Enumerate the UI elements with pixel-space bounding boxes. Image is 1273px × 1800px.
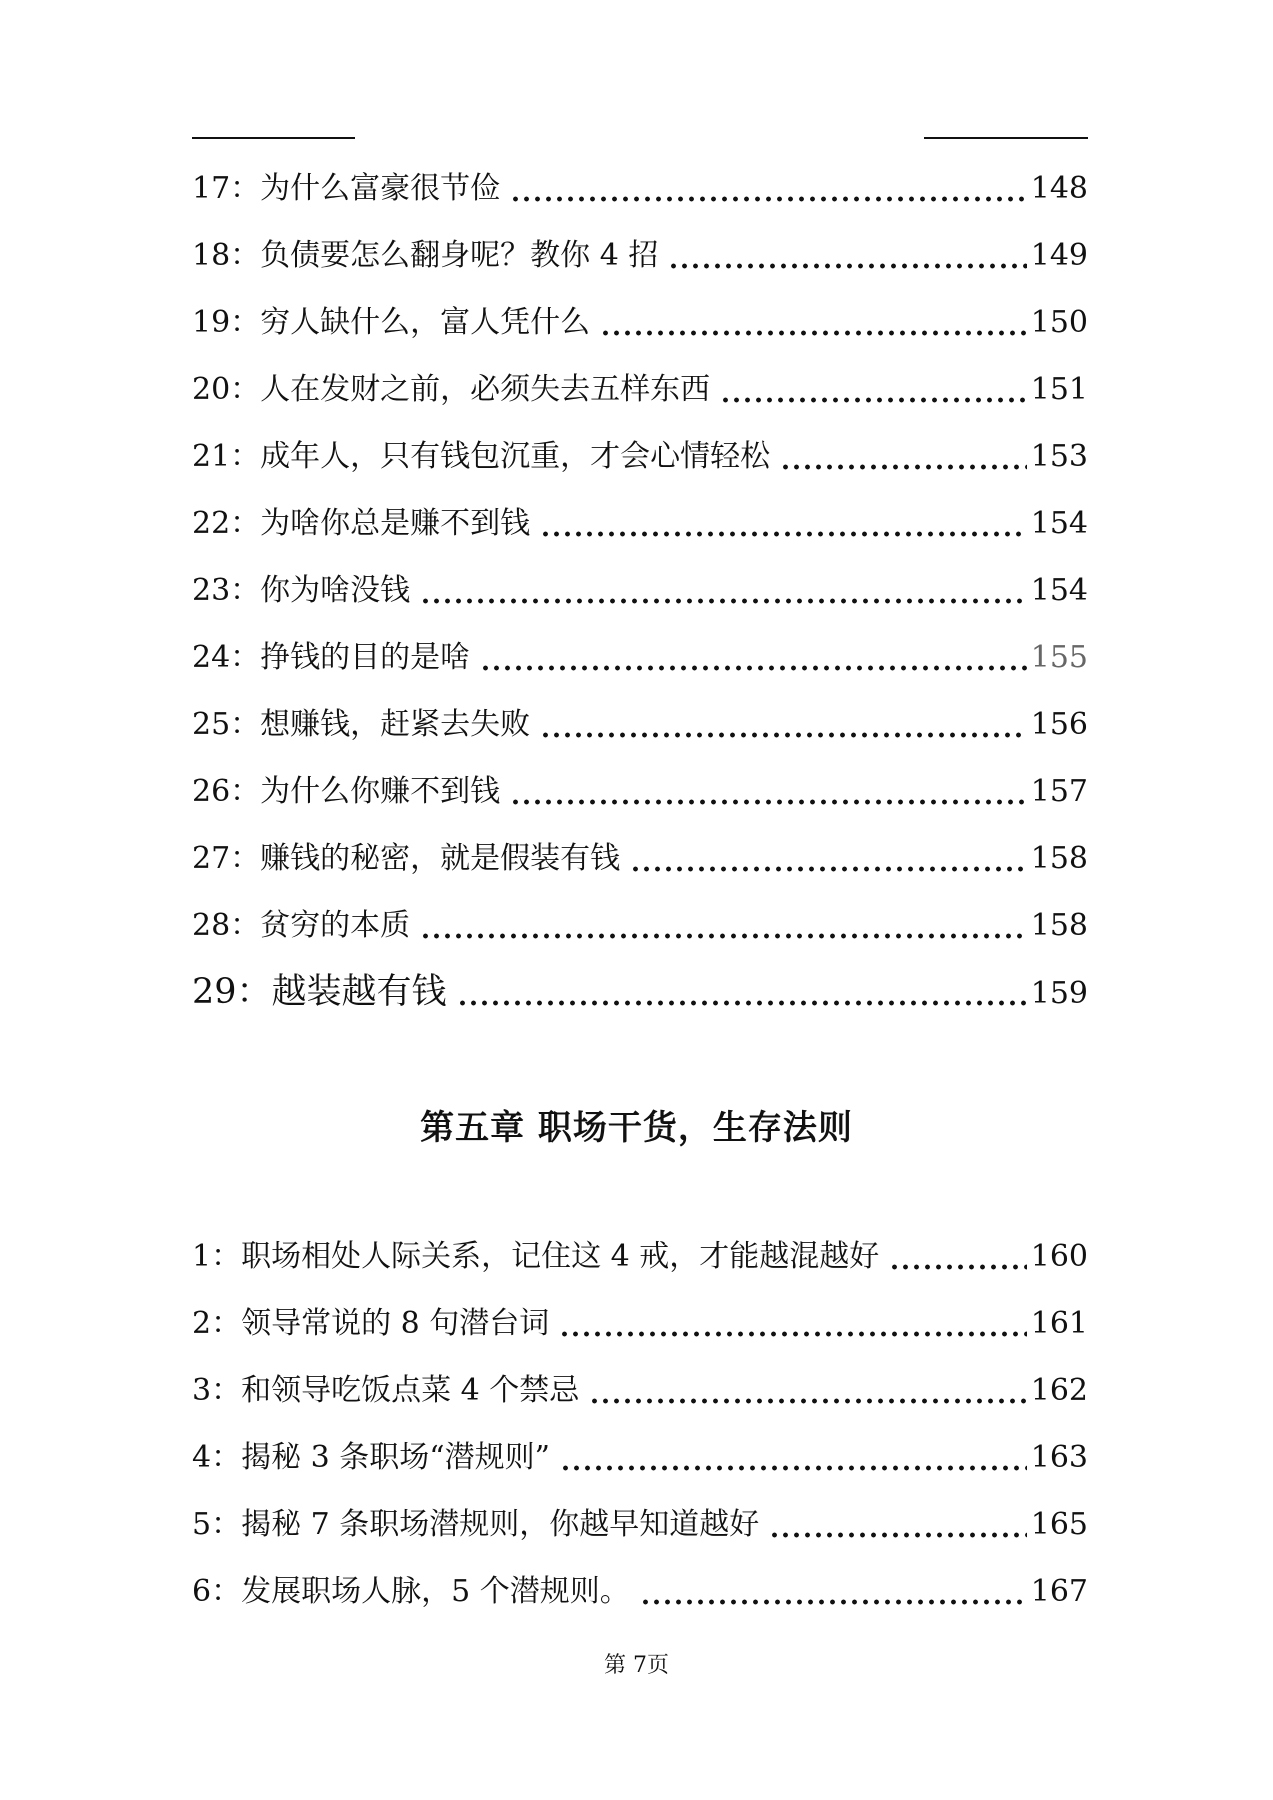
toc-entry-page: 158 (1030, 908, 1088, 943)
toc-dot-leader (560, 1443, 1027, 1473)
toc-entry[interactable] (192, 1357, 1088, 1424)
toc-dot-leader (420, 576, 1027, 606)
toc-dot-leader (780, 442, 1027, 472)
toc-entry-page: 158 (1030, 841, 1088, 876)
toc-entry-title: 23：你为啥没钱 (192, 573, 411, 608)
toc-entry-title: 21：成年人，只有钱包沉重，才会心情轻松 (192, 439, 771, 474)
toc-entry-page: 159 (1030, 976, 1088, 1011)
toc-entry[interactable] (192, 1558, 1088, 1625)
toc-dot-leader (510, 777, 1027, 807)
toc-list-part1 (192, 155, 1088, 1026)
toc-dot-leader (769, 1510, 1026, 1540)
toc-entry-title: 22：为啥你总是赚不到钱 (192, 506, 531, 541)
toc-entry-title: 17：为什么富豪很节俭 (192, 171, 501, 206)
toc-dot-leader (540, 509, 1027, 539)
toc-entry-title: 2：领导常说的 8 句潜台词 (192, 1306, 550, 1341)
toc-dot-leader (480, 643, 1027, 673)
toc-entry[interactable] (192, 1223, 1088, 1290)
toc-entry[interactable] (192, 356, 1088, 423)
toc-dot-leader (559, 1309, 1026, 1339)
toc-entry[interactable] (192, 155, 1088, 222)
toc-entry-page: 154 (1030, 573, 1088, 608)
toc-entry-page: 150 (1030, 305, 1088, 340)
toc-dot-leader (889, 1242, 1026, 1272)
toc-entry[interactable] (192, 222, 1088, 289)
toc-entry-title: 26：为什么你赚不到钱 (192, 774, 501, 809)
toc-entry[interactable] (192, 892, 1088, 959)
toc-dot-leader (510, 174, 1027, 204)
toc-entry-page: 151 (1030, 372, 1088, 407)
toc-entry-title: 24：挣钱的目的是啥 (192, 640, 471, 675)
toc-entry-title: 5：揭秘 7 条职场潜规则，你越早知道越好 (192, 1507, 760, 1542)
toc-entry[interactable] (192, 691, 1088, 758)
header-rule-right (924, 137, 1088, 139)
toc-dot-leader (720, 375, 1027, 405)
toc-entry-title: 25：想赚钱，赶紧去失败 (192, 707, 531, 742)
toc-entry-page: 157 (1030, 774, 1088, 809)
toc-list-part2 (192, 1223, 1088, 1625)
toc-entry[interactable] (192, 557, 1088, 624)
toc-entry-title: 28：贫穷的本质 (192, 908, 411, 943)
toc-entry[interactable] (192, 490, 1088, 557)
toc-dot-leader (668, 241, 1026, 271)
toc-entry-page: 161 (1030, 1306, 1088, 1341)
toc-entry-page: 160 (1030, 1239, 1088, 1274)
header-rule-left (192, 137, 355, 139)
toc-dot-leader (457, 978, 1027, 1008)
toc-entry-title: 6：发展职场人脉，5 个潜规则。 (192, 1574, 630, 1609)
toc-entry-page: 154 (1030, 506, 1088, 541)
toc-entry[interactable] (192, 1290, 1088, 1357)
toc-dot-leader (630, 844, 1027, 874)
toc-entry-page: 167 (1030, 1574, 1088, 1609)
toc-entry-title: 3：和领导吃饭点菜 4 个禁忌 (192, 1373, 580, 1408)
toc-entry-title: 18：负债要怎么翻身呢？教你 4 招 (192, 238, 659, 273)
toc-dot-leader (600, 308, 1027, 338)
toc-dot-leader (420, 911, 1027, 941)
chapter-heading: 第五章 职场干货，生存法则 (420, 1108, 853, 1148)
toc-entry-title: 4：揭秘 3 条职场“潜规则” (192, 1440, 550, 1475)
toc-entry[interactable] (192, 1491, 1088, 1558)
toc-dot-leader (540, 710, 1027, 740)
toc-entry-title: 1：职场相处人际关系，记住这 4 戒，才能越混越好 (192, 1239, 880, 1274)
toc-entry[interactable] (192, 423, 1088, 490)
toc-dot-leader (589, 1376, 1026, 1406)
toc-entry-page: 162 (1030, 1373, 1088, 1408)
toc-entry-page: 149 (1030, 238, 1088, 273)
toc-entry-title: 19：穷人缺什么，富人凭什么 (192, 305, 591, 340)
toc-entry-page: 163 (1030, 1440, 1088, 1475)
toc-entry[interactable] (192, 289, 1088, 356)
toc-entry[interactable] (192, 959, 1088, 1026)
page-number-footer: 第 7页 (604, 1653, 669, 1678)
toc-entry-page: 165 (1030, 1507, 1088, 1542)
toc-entry[interactable] (192, 758, 1088, 825)
toc-dot-leader (640, 1577, 1027, 1607)
toc-entry[interactable] (192, 1424, 1088, 1491)
toc-entry[interactable] (192, 825, 1088, 892)
toc-entry-page: 156 (1030, 707, 1088, 742)
toc-entry-title: 29：越装越有钱 (192, 972, 447, 1012)
toc-entry-title: 20：人在发财之前，必须失去五样东西 (192, 372, 711, 407)
toc-entry-page: 148 (1030, 171, 1088, 206)
toc-entry[interactable] (192, 624, 1088, 691)
toc-entry-page: 153 (1030, 439, 1088, 474)
toc-entry-page: 155 (1030, 640, 1088, 675)
toc-entry-title: 27：赚钱的秘密，就是假装有钱 (192, 841, 621, 876)
